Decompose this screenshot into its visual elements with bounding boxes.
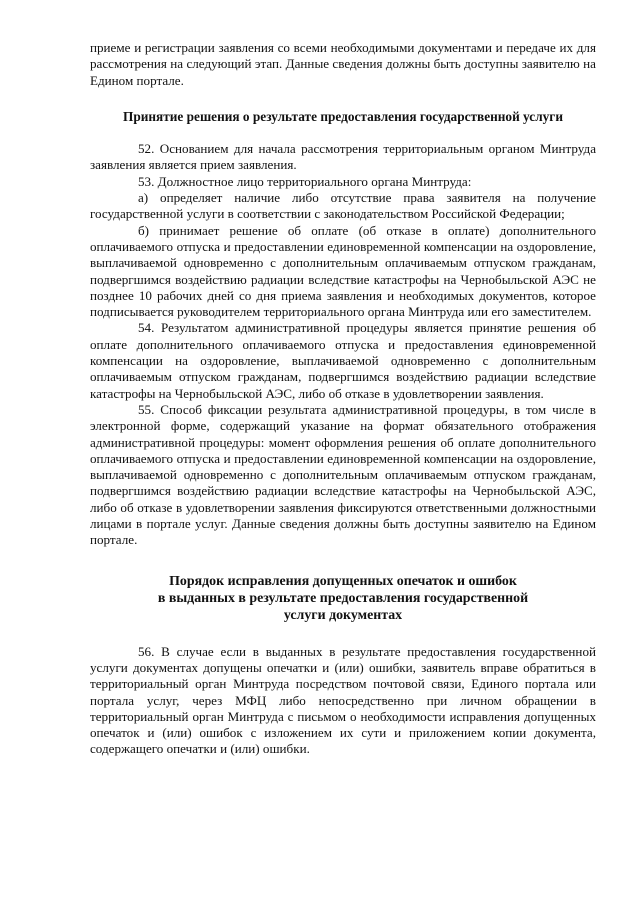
corrections-section-heading	[90, 573, 596, 624]
corrections-heading-line-3: услуги документах	[283, 607, 403, 623]
paragraph-53-b: б) принимает решение об оплате (об отказе в оплате) дополнительного оплачиваемого отпуска и предоставлении единовременной компенсации на оздоровление, выплачиваемой одновременно с дополнительным оплачиваемым отпуском гражданам, подвергшимся воздействию радиации вследствие катастрофы на Чернобыльской АЭС не позднее 10 рабочих дней со дня приема заявления и необходимых документов, которое подписывается руководителем территориального органа Минтруда или его заместителем.	[90, 222, 596, 320]
paragraph-56: 56. В случае если в выданных в результате предоставления государственной услуги документах допущены опечатки и (или) ошибки, заявитель вправе обратиться в территориальный орган Минтруда посредством почтовой связи, Единого портала или портала услуг, через МФЦ либо непосредственно при личном обращении в территориальный орган Минтруда с письмом о необходимости исправления допущенных опечаток и (или) ошибок с изложением их сути и приложением копии документа, содержащего опечатки и (или) ошибки.	[90, 643, 596, 757]
paragraph-54: 54. Результатом административной процедуры является принятие решения об оплате дополнительного оплачиваемого отпуска и предоставления единовременной компенсации на оздоровление, выплачиваемой одновременно с дополнительным оплачиваемым отпуском гражданам, подвергшимся воздействию радиации вследствие катастрофы на Чернобыльской АЭС, либо об отказе в удовлетворении заявления.	[90, 320, 596, 401]
paragraph-55: 55. Способ фиксации результата административной процедуры, в том числе в электронной форме, содержащий указание на формат обязательного отображения административной процедуры: момент оформления решения об оплате дополнительного оплачиваемого отпуска и предоставлении единовременной компенсации на оздоровление, выплачиваемой одновременно с дополнительным оплачиваемым отпуском гражданам, подвергшимся воздействию радиации вследствие катастрофы на Чернобыльской АЭС, либо об отказе в удовлетворении заявления фиксируются ответственными должностными лицами в портале услуг. Данные сведения должны быть доступны заявителю на Едином портале.	[90, 401, 596, 548]
corrections-heading-line-2: в выданных в результате предоставления государственной	[157, 590, 529, 606]
paragraph-52: 52. Основанием для начала рассмотрения территориальным органом Минтруда заявления является прием заявления.	[90, 141, 596, 173]
intro-paragraph: приеме и регистрации заявления со всеми необходимыми документами и передаче их для рассмотрения на следующий этап. Данные сведения должны быть доступны заявителю на Едином портале.	[90, 40, 596, 88]
paragraph-53: 53. Должностное лицо территориального органа Минтруда:	[138, 173, 472, 189]
decision-section-heading: Принятие решения о результате предоставления государственной услуги	[122, 108, 564, 124]
document-page	[90, 40, 596, 758]
corrections-heading-line-1: Порядок исправления допущенных опечаток и ошибок	[169, 573, 517, 589]
paragraph-53-a: а) определяет наличие либо отсутствие права заявителя на получение государственной услуги в соответствии с законодательством Российской Федерации;	[90, 190, 596, 222]
